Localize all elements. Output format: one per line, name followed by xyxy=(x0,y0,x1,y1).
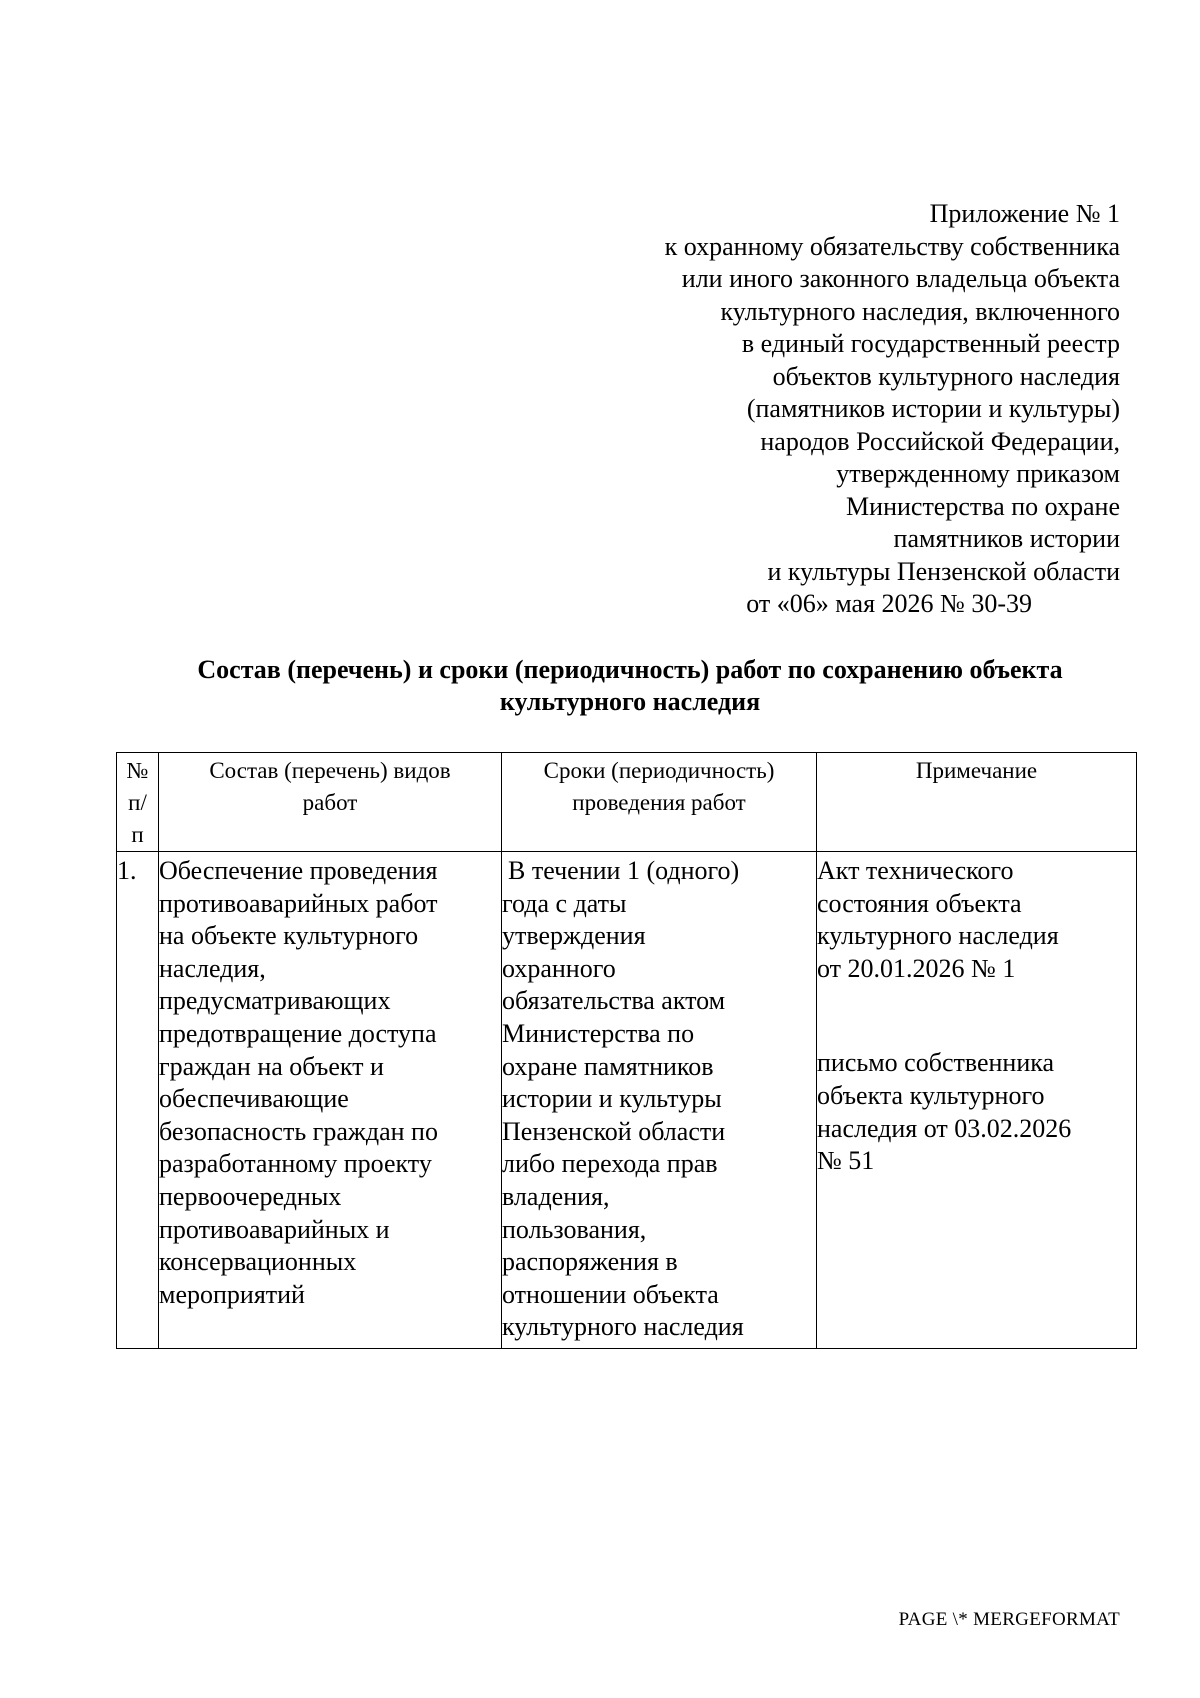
header-num-line: № xyxy=(126,758,149,783)
table-row xyxy=(117,852,1137,1349)
work-line: предотвращение доступа xyxy=(159,1018,437,1048)
header-work xyxy=(159,753,502,852)
note-line: от 20.01.2026 № 1 xyxy=(817,953,1016,983)
appendix-line: объектов культурного наследия xyxy=(772,361,1120,391)
work-line: разработанному проекту xyxy=(159,1149,432,1179)
term-line: охране памятников xyxy=(502,1051,714,1081)
header-note-line: Примечание xyxy=(915,758,1038,783)
term-line: утверждения xyxy=(502,921,646,951)
term-line: культурного наследия xyxy=(502,1312,744,1342)
appendix-line: Приложение № 1 xyxy=(929,199,1120,228)
row-note-cell xyxy=(817,852,1137,1349)
term-line: В течении 1 (одного) xyxy=(508,856,740,885)
term-line: владения, xyxy=(502,1181,610,1211)
work-line: первоочередных xyxy=(159,1181,342,1211)
header-work-line: работ xyxy=(302,790,358,815)
note-line: наследия от 03.02.2026 xyxy=(817,1113,1072,1143)
page-footer-field: PAGE \* MERGEFORMAT xyxy=(898,1609,1120,1630)
row-work-cell xyxy=(159,852,502,1349)
works-table xyxy=(116,752,1137,1349)
document-title-line: Состав (перечень) и сроки (периодичность) работ по сохранению объекта xyxy=(197,655,1063,684)
work-line: на объекте культурного xyxy=(159,921,419,951)
term-line: отношении объекта xyxy=(502,1279,719,1309)
header-num-line: п xyxy=(131,822,144,847)
appendix-line: утвержденному приказом xyxy=(836,459,1120,488)
appendix-line: к охранному обязательству собственника xyxy=(664,231,1120,261)
appendix-date-line: от «06» мая 2026 № 30-39 xyxy=(746,589,1032,618)
note-line: объекта культурного xyxy=(817,1080,1045,1110)
work-line: наследия, xyxy=(159,953,266,983)
appendix-header xyxy=(560,198,1120,621)
header-term xyxy=(502,753,817,852)
term-line: истории и культуры xyxy=(502,1084,722,1114)
note-line: культурного наследия xyxy=(817,921,1059,951)
header-term-line: проведения работ xyxy=(572,790,746,815)
note-line: Акт технического xyxy=(817,856,1014,885)
work-line: обеспечивающие xyxy=(159,1084,349,1114)
term-line: пользования, xyxy=(502,1214,647,1244)
header-num xyxy=(117,753,159,852)
document-title-line: культурного наследия xyxy=(499,687,761,716)
work-line: безопасность граждан по xyxy=(159,1116,438,1146)
row-num: 1. xyxy=(117,856,137,885)
appendix-line: народов Российской Федерации, xyxy=(760,426,1120,456)
note-line: письмо собственника xyxy=(817,1048,1055,1078)
header-work-line: Состав (перечень) видов xyxy=(209,758,451,783)
appendix-line: Министерства по охране xyxy=(846,491,1120,521)
document-title xyxy=(120,654,1140,718)
work-line: граждан на объект и xyxy=(159,1051,384,1081)
work-line: противоаварийных работ xyxy=(159,888,438,918)
header-term-line: Сроки (периодичность) xyxy=(543,758,775,783)
appendix-line: (памятников истории и культуры) xyxy=(746,394,1120,423)
term-line: обязательства актом xyxy=(502,986,726,1016)
row-term-cell xyxy=(502,852,817,1349)
term-line: Министерства по xyxy=(502,1018,695,1048)
work-line: Обеспечение проведения xyxy=(159,856,438,885)
term-line: года с даты xyxy=(502,888,627,918)
term-line: Пензенской области xyxy=(502,1116,726,1146)
appendix-line: памятников истории xyxy=(893,524,1120,553)
header-num-line: п/ xyxy=(128,790,147,815)
term-line: охранного xyxy=(502,953,616,983)
term-line: распоряжения в xyxy=(502,1247,678,1277)
note-line: состояния объекта xyxy=(817,888,1022,918)
work-line: противоаварийных и xyxy=(159,1214,390,1244)
note-line: № 51 xyxy=(817,1146,875,1176)
work-line: предусматривающих xyxy=(159,986,391,1016)
work-line: мероприятий xyxy=(159,1279,305,1309)
appendix-line: и культуры Пензенской области xyxy=(767,556,1120,586)
note-spacer xyxy=(817,985,1136,1047)
work-line: консервационных xyxy=(159,1247,357,1277)
appendix-line: культурного наследия, включенного xyxy=(720,296,1120,326)
appendix-line: в единый государственный реестр xyxy=(741,329,1120,358)
term-line: либо перехода прав xyxy=(502,1149,718,1179)
appendix-line: или иного законного владельца объекта xyxy=(681,264,1120,293)
row-num-cell xyxy=(117,852,159,1349)
header-note xyxy=(817,753,1137,852)
table-header-row xyxy=(117,753,1137,852)
